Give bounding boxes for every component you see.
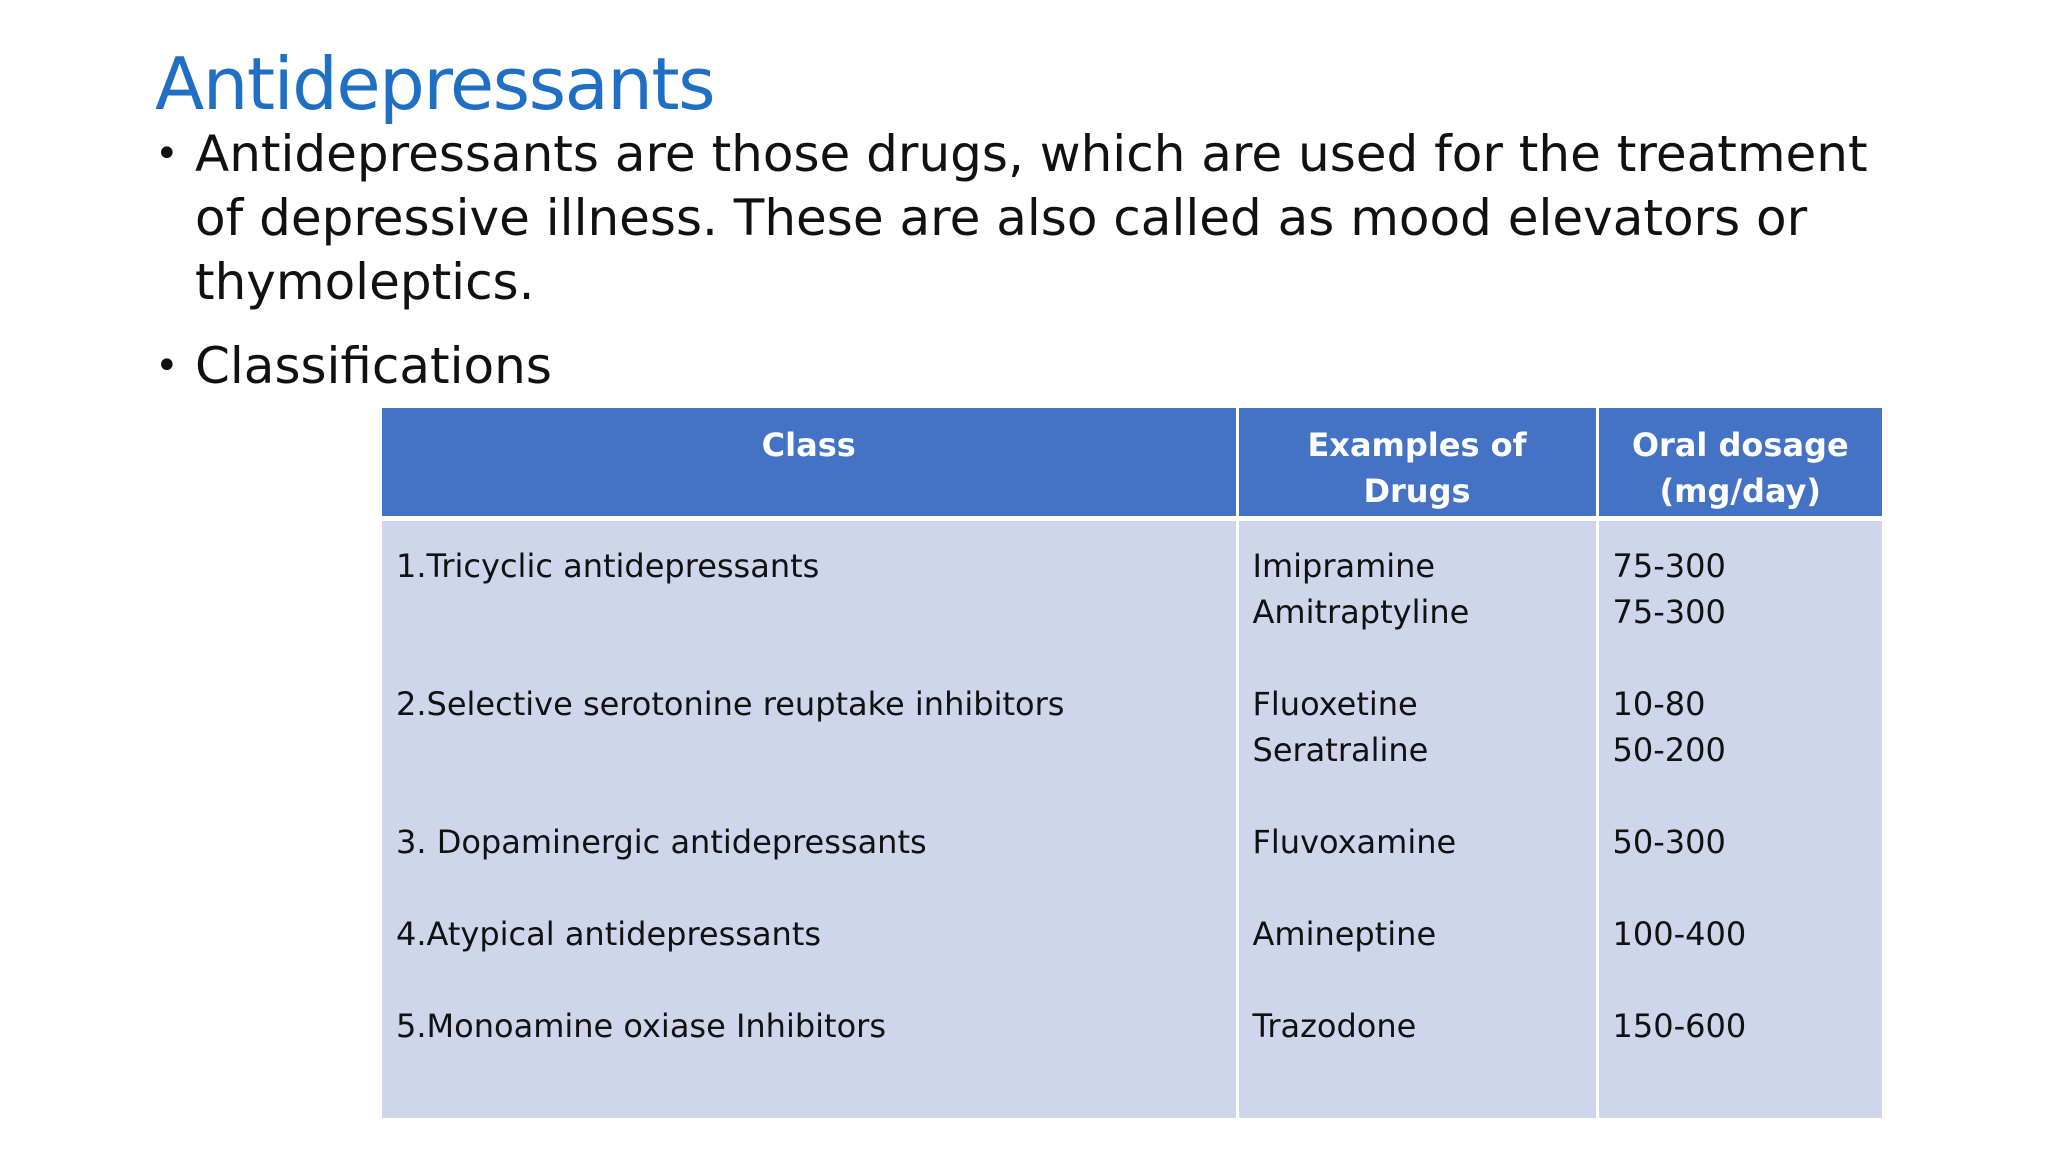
class-line: 4.Atypical antidepressants: [396, 915, 822, 953]
drug-line: Trazodone: [1252, 1007, 1417, 1045]
slide-title: Antidepressants: [155, 42, 715, 126]
drug-line: Seratraline: [1252, 731, 1429, 769]
class-line: 5.Monoamine oxiase Inhibitors: [396, 1007, 886, 1045]
class-line: [396, 635, 1222, 681]
class-cell: [382, 519, 1237, 1119]
drug-line: Amineptine: [1252, 915, 1437, 953]
class-line: 2.Selective serotonine reuptake inhibitors: [396, 685, 1065, 723]
drug-line: [1253, 635, 1582, 681]
class-line: 1.Tricyclic antidepressants: [396, 547, 820, 585]
drug-line: Imipramine: [1252, 547, 1436, 585]
drug-line: [1253, 865, 1582, 911]
dosage-line: [1613, 865, 1869, 911]
header-examples: Examples of Drugs: [1237, 408, 1597, 519]
dosage-cell: [1597, 519, 1882, 1119]
dosage-line: 75-300: [1612, 547, 1726, 585]
class-line: 3. Dopaminergic antidepressants: [396, 823, 927, 861]
bullet-list: [155, 122, 1915, 398]
dosage-line: 50-200: [1612, 731, 1726, 769]
bullet-classifications: [155, 334, 1915, 398]
table-row: [382, 519, 1882, 1119]
class-line: [396, 589, 1222, 635]
header-dosage-line1: Oral dosage: [1631, 426, 1849, 464]
class-line: [396, 773, 1222, 819]
class-line: [396, 727, 1222, 773]
header-class: Class: [382, 408, 1237, 519]
dosage-line: 50-300: [1612, 823, 1726, 861]
table-header-row: [382, 408, 1882, 519]
dosage-line: 75-300: [1612, 593, 1726, 631]
dosage-line: [1613, 773, 1869, 819]
header-dosage-line2: (mg/day): [1659, 472, 1822, 510]
drug-line: [1253, 957, 1582, 1003]
dosage-line: 10-80: [1612, 685, 1706, 723]
antidepressant-table: [382, 408, 1882, 1118]
drug-line: Amitraptyline: [1252, 593, 1470, 631]
bullet-definition: [155, 122, 1915, 314]
drug-line: Fluoxetine: [1252, 685, 1418, 723]
bullet-marker: •: [155, 131, 179, 177]
bullet-classifications-text: Classifications: [195, 337, 552, 395]
dosage-line: [1613, 635, 1869, 681]
class-line: [396, 957, 1222, 1003]
bullet-marker: •: [155, 343, 179, 389]
dosage-line: 150-600: [1612, 1007, 1747, 1045]
drug-line: Fluvoxamine: [1252, 823, 1457, 861]
header-dosage: [1597, 408, 1882, 519]
drug-line: [1253, 773, 1582, 819]
dosage-line: [1613, 957, 1869, 1003]
drugs-cell: [1237, 519, 1597, 1119]
dosage-line: 100-400: [1612, 915, 1747, 953]
bullet-definition-text: Antidepressants are those drugs, which are used for the treatment of depressive illness. These are also called as mood elevators or thymoleptics.: [195, 125, 1868, 311]
class-line: [396, 865, 1222, 911]
